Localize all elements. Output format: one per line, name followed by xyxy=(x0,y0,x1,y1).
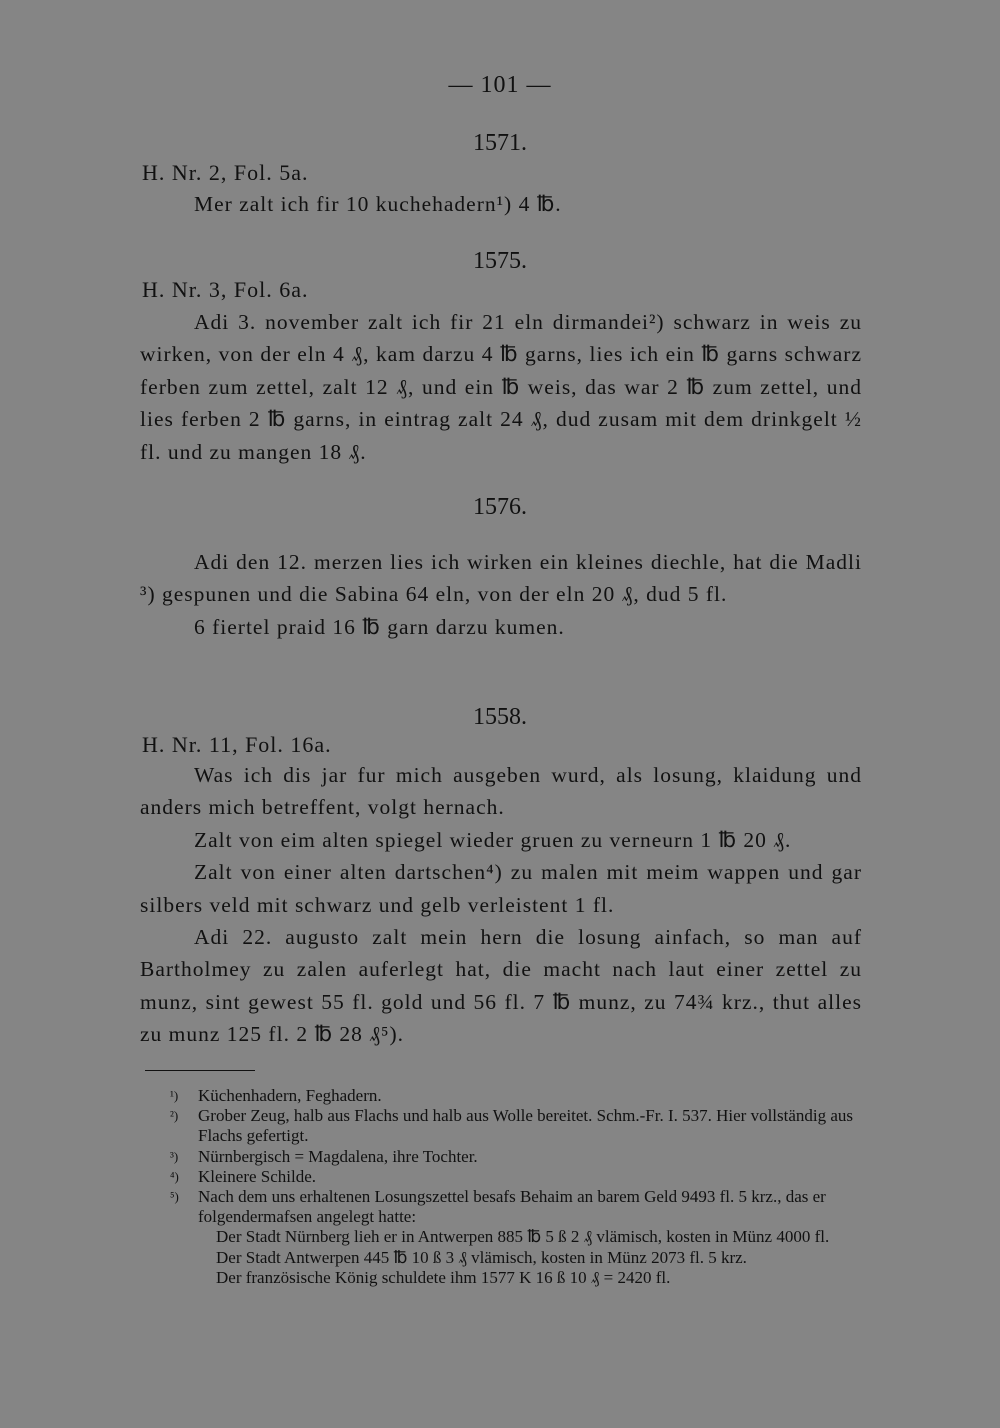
footnote-text: Nach dem uns erhaltenen Losungszettel besafs Behaim an barem Geld 9493 fl. 5 krz., das er folgendermafsen angelegt hatte: xyxy=(198,1187,826,1227)
paragraph: Mer zalt ich fir 10 kuchehadern¹) 4 ℔. xyxy=(194,192,562,216)
year-heading-1575: 1575. xyxy=(473,248,527,274)
year-heading-1571: 1571. xyxy=(473,130,527,156)
footnote-3 xyxy=(170,1147,864,1167)
footnote-2 xyxy=(170,1106,864,1146)
entry-1558 xyxy=(140,759,862,1051)
footnote-text: Küchenhadern, Feghadern. xyxy=(198,1086,382,1105)
entry-1576 xyxy=(140,546,862,643)
entry-1571 xyxy=(140,188,862,220)
footnote-line: Der französische König schuldete ihm 1577 K 16 ß 10 ₰ = 2420 fl. xyxy=(216,1267,671,1287)
paragraph: Was ich dis jar fur mich ausgeben wurd, als losung, klaidung und anders mich betreffent, volgt hernach. xyxy=(140,763,862,820)
paragraph: Adi 3. november zalt ich fir 21 eln dirmandei²) schwarz in weis zu wirken, von der eln 4 ₰, kam darzu 4 ℔ garns, lies ich ein ℔ garns schwarz ferben zum zettel, zalt 12 ₰, und ein ℔ weis, das war 2 ℔ zum zettel, und lies ferben 2 ℔ garns, in eintrag zalt 24 ₰, dud zusam mit dem drinkgelt ½ fl. und zu mangen 18 ₰. xyxy=(140,310,862,464)
footnote-line: Der Stadt Nürnberg lieh er in Antwerpen 885 ℔ 5 ß 2 ₰ vlämisch, kosten in Münz 4000 fl. xyxy=(216,1227,830,1247)
footnote-1 xyxy=(170,1086,864,1106)
year-heading-1576: 1576. xyxy=(473,494,527,520)
year-heading-1558: 1558. xyxy=(473,704,527,730)
footnote-text: Nürnbergisch = Magdalena, ihre Tochter. xyxy=(198,1146,478,1166)
entry-1575 xyxy=(140,306,862,468)
source-reference-1571: H. Nr. 2, Fol. 5a. xyxy=(142,160,309,185)
footnote-number: ¹) xyxy=(170,1088,179,1103)
footnote-4 xyxy=(170,1167,864,1187)
footnote-text: Grober Zeug, halb aus Flachs und halb aus Wolle bereitet. Schm.-Fr. I. 537. Hier vollständig aus Flachs gefertigt. xyxy=(198,1106,854,1146)
source-reference-1558: H. Nr. 11, Fol. 16a. xyxy=(142,732,332,757)
footnote-number: ⁵) xyxy=(170,1189,179,1205)
footnote-number: ⁴) xyxy=(170,1168,179,1184)
footnote-line: Der Stadt Antwerpen 445 ℔ 10 ß 3 ₰ vlämisch, kosten in Münz 2073 fl. 5 krz. xyxy=(216,1247,747,1267)
footnotes xyxy=(170,1086,864,1288)
footnote-text: Kleinere Schilde. xyxy=(198,1166,317,1186)
paragraph: Adi den 12. merzen lies ich wirken ein kleines diechle, hat die Madli ³) gespunen und die Sabina 64 eln, von der eln 20 ₰, dud 5 fl. xyxy=(140,550,862,607)
source-reference-1575: H. Nr. 3, Fol. 6a. xyxy=(142,277,309,302)
page-number: — 101 — xyxy=(448,72,552,98)
paragraph: Zalt von eim alten spiegel wieder gruen zu verneurn 1 ℔ 20 ₰. xyxy=(194,827,792,852)
paragraph: Zalt von einer alten dartschen⁴) zu malen mit meim wappen und gar silbers veld mit schwarz und gelb verleistent 1 fl. xyxy=(140,860,862,917)
footnote-number: ²) xyxy=(170,1108,179,1124)
paragraph: 6 fiertel praid 16 ℔ garn darzu kumen. xyxy=(194,614,565,639)
footnote-number: ³) xyxy=(170,1148,179,1164)
footnote-separator xyxy=(145,1070,255,1071)
footnote-5 xyxy=(170,1187,864,1288)
paragraph: Adi 22. augusto zalt mein hern die losung ainfach, so man auf Bartholmey zu zalen auferlegt hat, die macht nach laut einer zettel zu munz, sint gewest 55 fl. gold und 56 fl. 7 ℔ munz, zu 74¾ krz., thut alles zu munz 125 fl. 2 ℔ 28 ₰⁵). xyxy=(140,925,862,1047)
